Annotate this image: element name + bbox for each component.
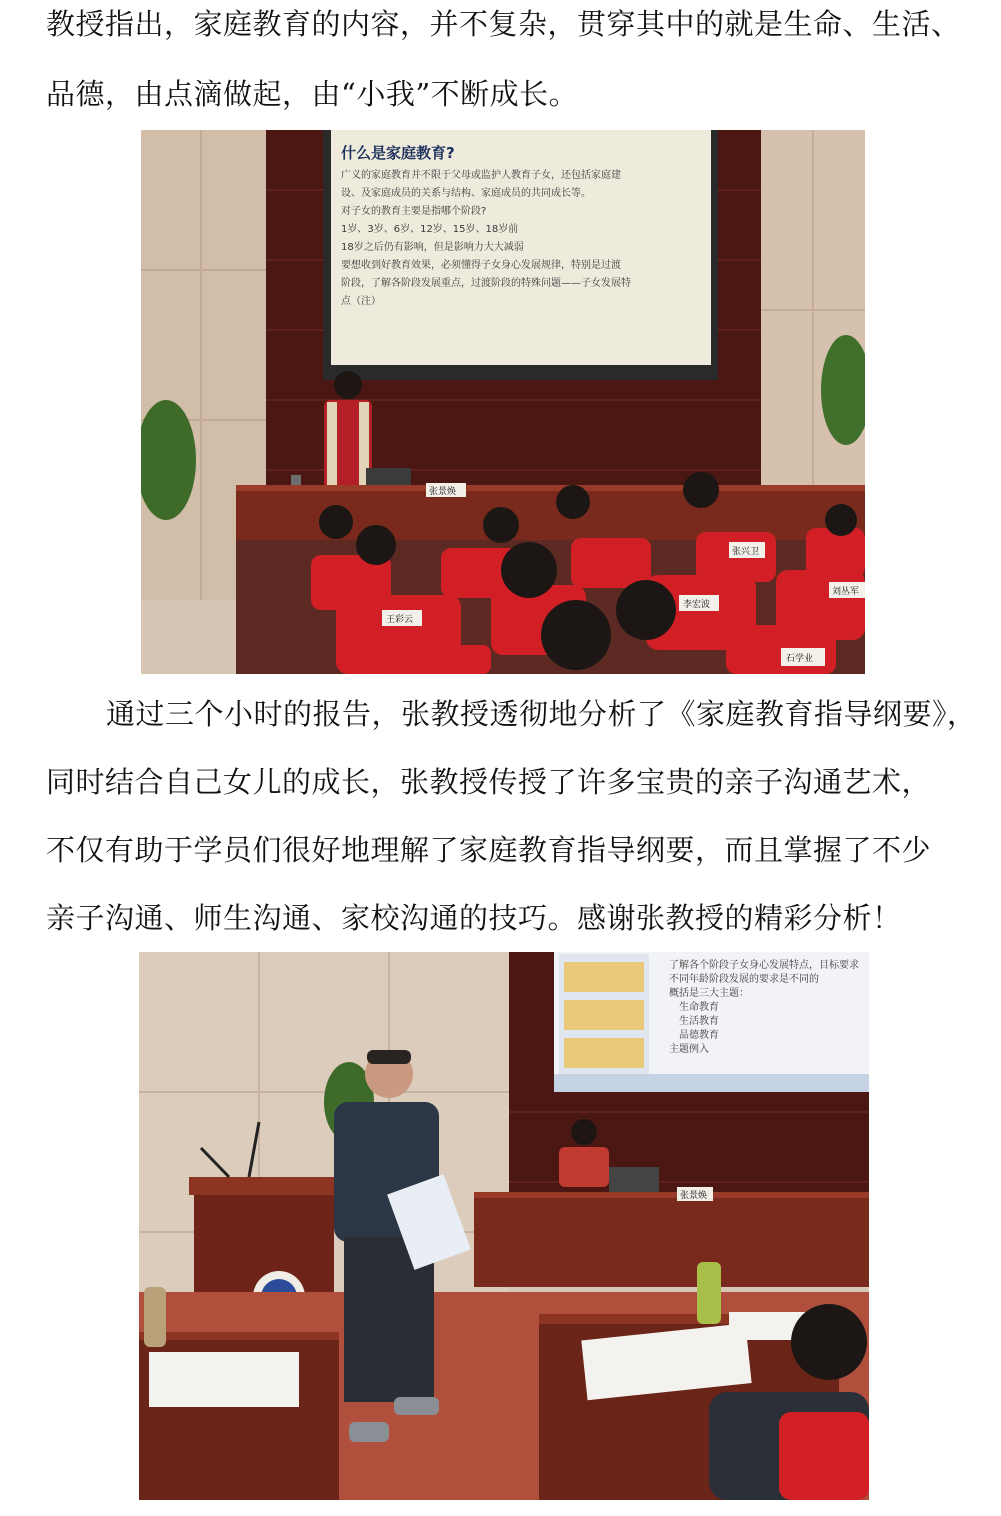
paragraph-2-line-2: 同时结合自己女儿的成长，张教授传授了许多宝贵的亲子沟通艺术， [46,765,932,799]
nameplate: 张景焕 [680,1191,708,1201]
nameplate: 刘丛军 [832,587,860,597]
nameplate: 石学业 [786,654,814,664]
slide-line: 1岁、3岁、6岁、12岁、15岁、18岁前 [341,224,519,235]
nameplate: 张景焕 [429,487,457,497]
slide-line: 生命教育 [679,1002,719,1013]
slide-line: 概括是三大主题： [669,988,749,999]
slide-line: 点（注） [341,296,381,307]
lecture-photo-1 [141,130,865,674]
paragraph-2-line-3: 不仅有助于学员们很好地理解了家庭教育指导纲要，而且掌握了不少 [46,833,932,867]
slide-line: 主题例入 [669,1044,709,1055]
paragraph-2-line-4: 亲子沟通、师生沟通、家校沟通的技巧。感谢张教授的精彩分析！ [46,901,902,935]
paragraph-1-line-2: 品德，由点滴做起，由“小我”不断成长。 [46,77,579,111]
slide-line: 不同年龄阶段发展的要求是不同的 [669,974,819,985]
paragraph-2-line-1: 通过三个小时的报告，张教授透彻地分析了《家庭教育指导纲要》， [106,697,977,731]
slide-line: 阶段，了解各阶段发展重点，过渡阶段的特殊问题——子女发展特 [341,278,631,289]
lecture-photo-2 [139,952,869,1500]
slide-line: 品德教育 [679,1030,719,1041]
nameplate: 王彩云 [386,615,414,625]
nameplate: 张兴卫 [732,547,760,557]
slide-line: 了解各个阶段子女身心发展特点，目标要求 [669,960,859,971]
slide-line: 广义的家庭教育并不限于父母或监护人教育子女，还包括家庭建 [341,170,621,181]
slide-line: 对子女的教育主要是指哪个阶段? [341,206,487,217]
slide-line: 生活教育 [679,1016,719,1027]
slide-line: 设、及家庭成员的关系与结构、家庭成员的共同成长等。 [341,188,591,199]
slide-line: 要想收到好教育效果，必须懂得子女身心发展规律，特别是过渡 [341,260,621,271]
slide-line: 18岁之后仍有影响，但是影响力大大减弱 [341,242,524,253]
slide-title: 什么是家庭教育? [341,144,455,162]
paragraph-1-line-1: 教授指出，家庭教育的内容，并不复杂，贯穿其中的就是生命、生活、 [46,7,961,41]
nameplate: 李宏波 [683,600,711,610]
